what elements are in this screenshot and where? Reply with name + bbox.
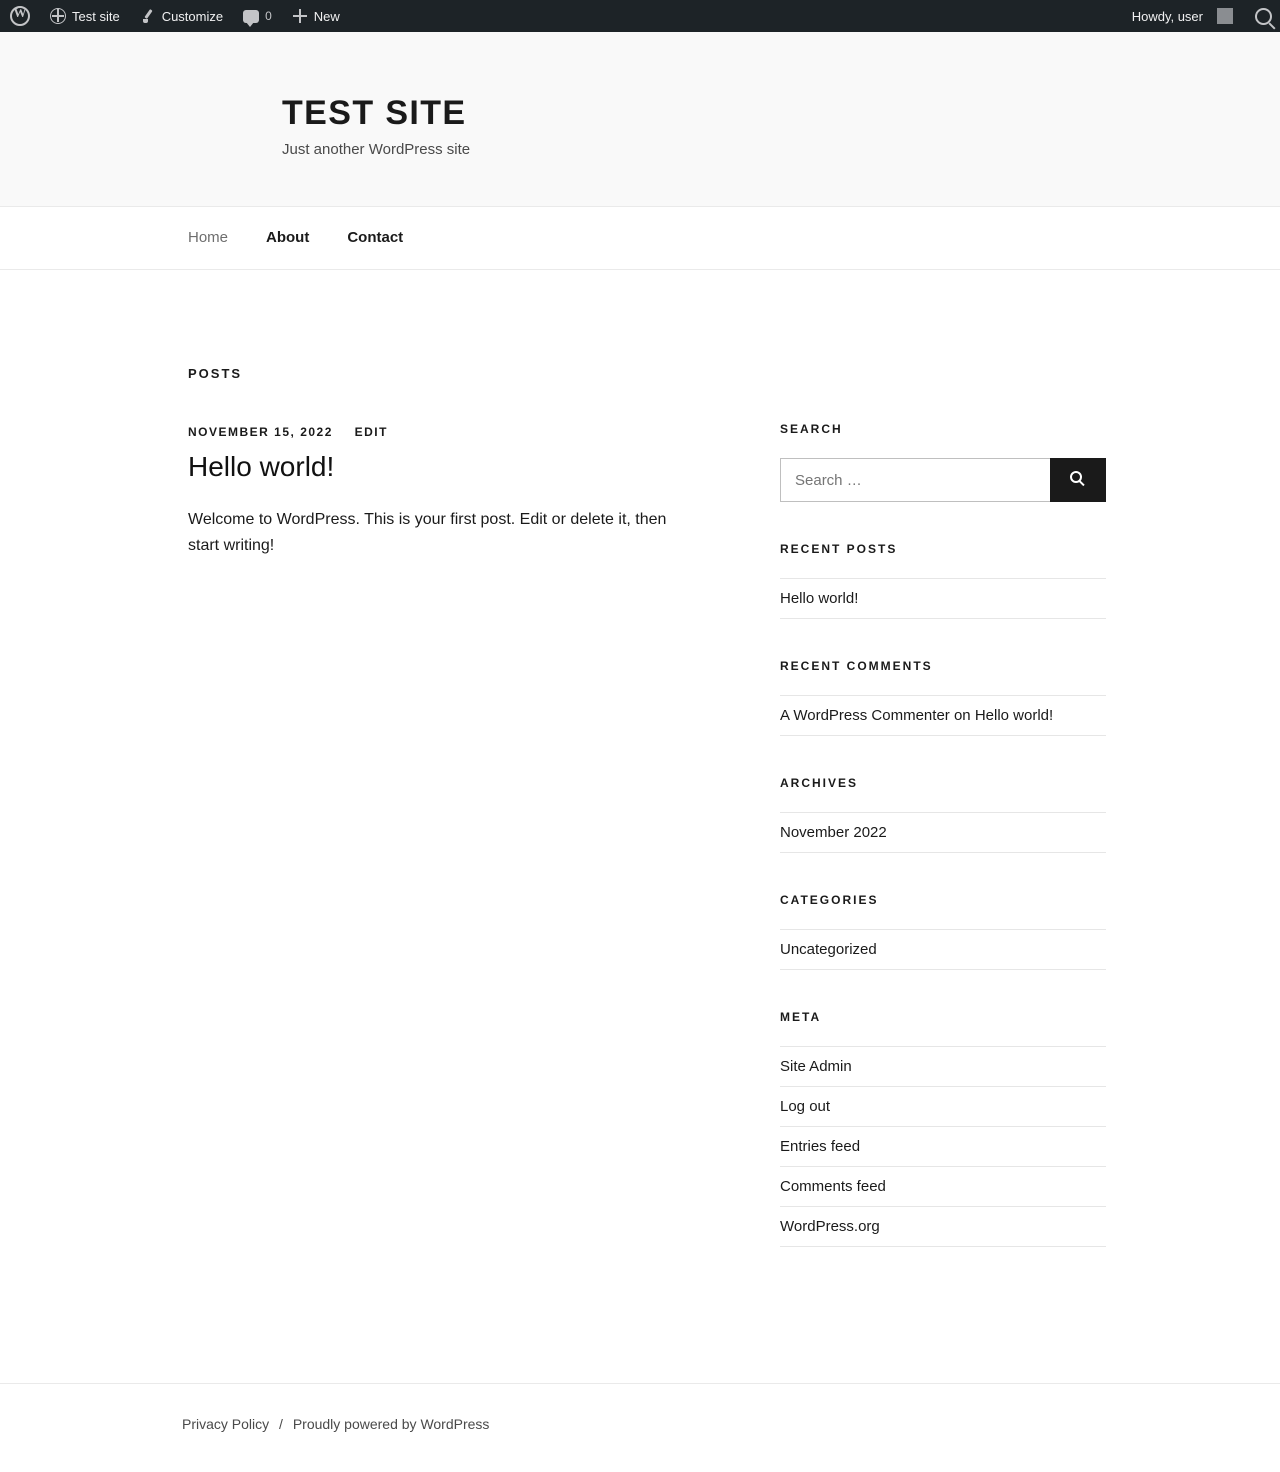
- nav-list: [0, 207, 1280, 269]
- search-icon[interactable]: [1255, 8, 1272, 25]
- main-navigation: [0, 207, 1280, 270]
- admin-bar-right-group: [1122, 0, 1272, 32]
- list-item[interactable]: [780, 1207, 1106, 1247]
- admin-bar-site-name-label: Test site: [72, 8, 120, 24]
- avatar: [1217, 8, 1233, 24]
- admin-bar-customize-label: Customize: [161, 8, 224, 24]
- list-item[interactable]: [780, 1046, 1106, 1087]
- widget-title-recent-posts: RECENT POSTS: [780, 542, 898, 556]
- list-item[interactable]: [780, 1167, 1106, 1207]
- footer-credit-link[interactable]: Proudly powered by WordPress: [292, 1416, 490, 1432]
- recent-comments-list: [780, 695, 1106, 736]
- meta-link-comments-feed[interactable]: Comments feed: [780, 1178, 886, 1195]
- widget-title-archives: ARCHIVES: [780, 776, 859, 790]
- list-item[interactable]: [780, 578, 1106, 619]
- widget-recent-posts: [780, 542, 1106, 619]
- admin-bar-my-account[interactable]: [1122, 0, 1243, 32]
- list-item[interactable]: [780, 812, 1106, 853]
- content-area: [0, 270, 1280, 1287]
- recent-posts-list: [780, 578, 1106, 619]
- post-content: [188, 507, 688, 558]
- plus-icon: [292, 8, 308, 24]
- widget-title-categories: CATEGORIES: [780, 893, 879, 907]
- brush-icon: [140, 8, 156, 24]
- footer-privacy-policy-link[interactable]: Privacy Policy: [182, 1416, 270, 1432]
- widget-title-recent-comments: RECENT COMMENTS: [780, 659, 933, 673]
- widget-title-search: SEARCH: [780, 422, 843, 436]
- admin-bar-new[interactable]: [282, 0, 350, 32]
- comment-post-link[interactable]: Hello world!: [974, 707, 1054, 724]
- search-submit-button[interactable]: [1050, 458, 1106, 502]
- archives-list: [780, 812, 1106, 853]
- list-item: [780, 695, 1106, 736]
- admin-bar-wp-logo[interactable]: [0, 0, 40, 32]
- howdy-label: Howdy, user: [1131, 8, 1203, 24]
- post-meta: [188, 425, 688, 439]
- nav-link-about[interactable]: About: [266, 229, 310, 246]
- nav-link-contact[interactable]: Contact: [347, 229, 404, 246]
- admin-bar-new-label: New: [313, 8, 340, 24]
- site-icon: [50, 8, 66, 24]
- widget-search: [780, 422, 1106, 502]
- recent-post-link[interactable]: Hello world!: [780, 590, 859, 607]
- post-article: [188, 425, 688, 558]
- site-header: [0, 32, 1280, 207]
- sidebar: [780, 366, 1106, 1287]
- search-icon: [1070, 471, 1082, 483]
- nav-item-contact[interactable]: [347, 229, 403, 247]
- post-edit-link[interactable]: EDIT: [354, 425, 388, 439]
- nav-item-home[interactable]: [188, 229, 228, 247]
- search-input[interactable]: [780, 458, 1050, 502]
- post-title[interactable]: [188, 451, 688, 483]
- posts-section-label: POSTS: [188, 366, 243, 381]
- widget-archives: [780, 776, 1106, 853]
- nav-link-home[interactable]: Home: [188, 229, 229, 246]
- admin-bar-comments[interactable]: [233, 0, 282, 32]
- archive-link[interactable]: November 2022: [780, 824, 887, 841]
- comment-bubble-icon: [243, 10, 259, 23]
- list-item[interactable]: [780, 929, 1106, 970]
- comment-count: 0: [265, 9, 272, 23]
- comment-on-word: on: [953, 707, 971, 724]
- categories-list: [780, 929, 1106, 970]
- post-excerpt: Welcome to WordPress. This is your first post. Edit or delete it, then start writing!: [188, 511, 667, 554]
- widget-title-meta: META: [780, 1010, 822, 1024]
- site-description: Just another WordPress site: [282, 141, 471, 158]
- meta-link-log-out[interactable]: Log out: [780, 1098, 831, 1115]
- admin-bar-site-name[interactable]: [40, 0, 130, 32]
- widget-recent-comments: [780, 659, 1106, 736]
- primary-content: [188, 366, 688, 1287]
- admin-bar-customize[interactable]: [130, 0, 233, 32]
- footer-divider: /: [279, 1416, 283, 1432]
- widget-meta: [780, 1010, 1106, 1247]
- site-footer: [0, 1383, 1280, 1472]
- list-item[interactable]: [780, 1087, 1106, 1127]
- comment-author: A WordPress Commenter: [780, 707, 950, 724]
- search-form: [780, 458, 1106, 502]
- meta-link-wordpress-org[interactable]: WordPress.org: [780, 1218, 880, 1235]
- category-link[interactable]: Uncategorized: [780, 941, 877, 958]
- meta-link-site-admin[interactable]: Site Admin: [780, 1058, 852, 1075]
- widget-categories: [780, 893, 1106, 970]
- post-title-link[interactable]: Hello world!: [188, 451, 335, 482]
- nav-item-about[interactable]: [266, 229, 309, 247]
- meta-link-entries-feed[interactable]: Entries feed: [780, 1138, 861, 1155]
- page-title[interactable]: TEST SITE: [282, 94, 467, 132]
- admin-bar: [0, 0, 1280, 32]
- meta-list: [780, 1046, 1106, 1247]
- post-date[interactable]: NOVEMBER 15, 2022: [188, 425, 333, 439]
- list-item[interactable]: [780, 1127, 1106, 1167]
- wordpress-logo-icon: [10, 6, 30, 26]
